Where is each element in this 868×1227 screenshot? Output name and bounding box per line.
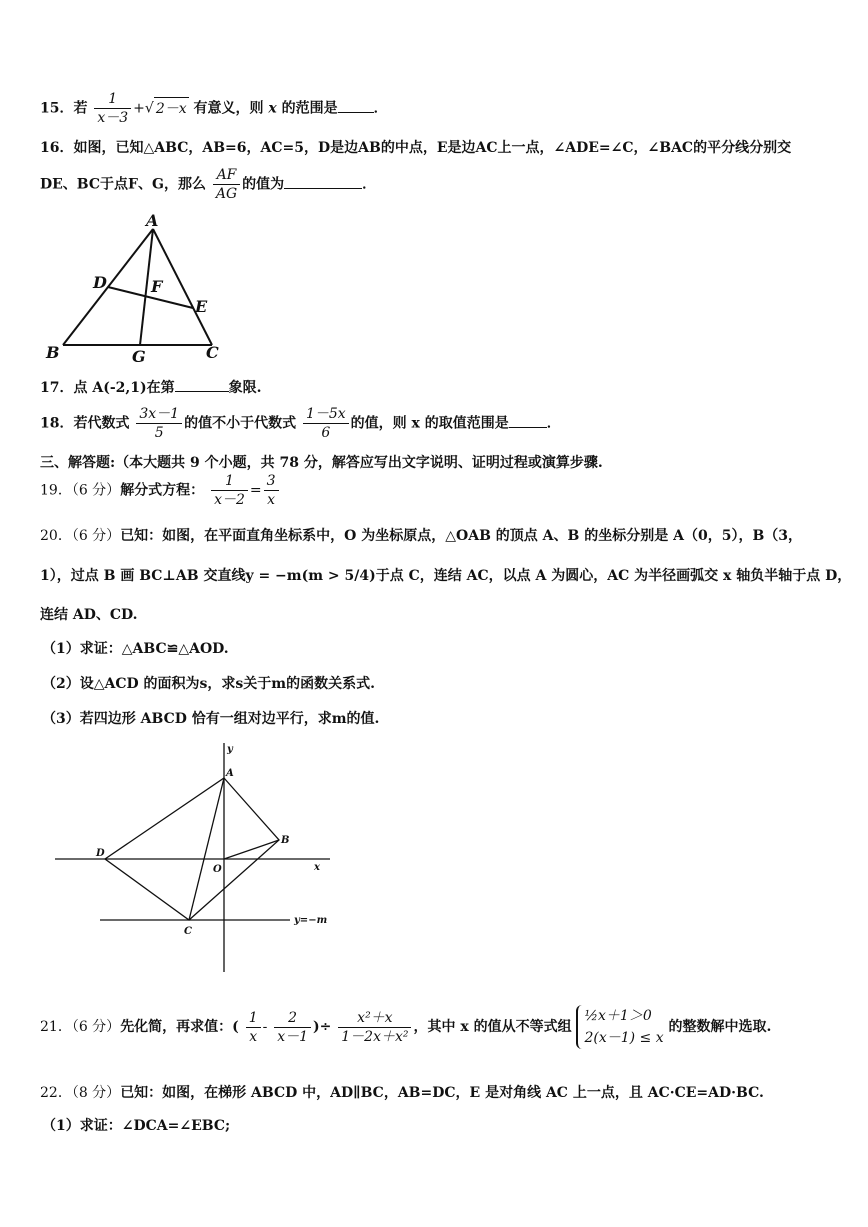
q17-number: 17． (40, 380, 74, 396)
label-O: O (213, 864, 222, 875)
question-19: 19．（6 分）解分式方程： $\frac{1}{x-2}$ = $\frac{3}{x}$ (40, 472, 281, 509)
label-x: x (314, 862, 320, 873)
question-16-line2: DE、BC于点F、G，那么 $\frac{AF}{AG}$ 的值为 ． (40, 167, 377, 202)
q16-number: 16． (40, 140, 74, 156)
q20-number: 20． (40, 528, 72, 544)
q18-fraction-1: $\frac{3x-1}{5}$ (136, 405, 182, 442)
q19-fraction-1: $\frac{1}{x-2}$ (211, 472, 248, 509)
question-15: 15．若 $\frac{1}{x-3}$ +√ 2－x 有意义，则 x 的范围是 ． (40, 91, 388, 126)
q22-number: 22． (40, 1085, 72, 1101)
label-B: B (281, 835, 290, 846)
question-16-line1: 16．如图，已知△ABC，AB=6，AC=5，D是边AB的中点，E是边AC上一点，∠ADE=∠C，∠BAC的平分线分别交 (40, 140, 792, 156)
q19-number: 19． (40, 482, 72, 499)
label-D: D (93, 273, 107, 292)
q21-fraction-3: $\frac{\text{x²＋x}}{\text{1－2x＋x²}}$ (338, 1009, 411, 1046)
q18-number: 18． (40, 415, 74, 432)
question-20-part2: （2）设△ACD 的面积为s，求s关于m的函数关系式. (42, 676, 375, 692)
q21-fraction-2: $\frac{2}{x-1}$ (274, 1009, 311, 1046)
label-y: y (227, 744, 233, 755)
question-20-line3: 连结 AD、CD. (40, 607, 138, 623)
q18-fraction-2: $\frac{1-5x}{6}$ (303, 405, 349, 442)
label-F: F (151, 277, 163, 296)
label-line-y-neg-m: y=−m (294, 915, 328, 926)
question-18: 18．若代数式 $\frac{3x-1}{5}$ 的值不小于代数式 $\frac{1-5x}{6}$ 的值，则 x 的取值范围是 ． (40, 406, 561, 441)
label-D: D (96, 848, 105, 859)
q19-fraction-2: $\frac{3}{x}$ (264, 472, 279, 509)
question-17: 17．点 A(-2,1)在第 象限. (40, 380, 262, 396)
answer-blank[interactable] (338, 100, 374, 113)
question-22-part1: （1）求证：∠DCA=∠EBC; (42, 1118, 231, 1134)
label-B: B (46, 343, 60, 362)
q21-inequality-system: ½x＋1＞0 2(x－1) ≤ x (576, 1005, 663, 1049)
q15-fraction: $\frac{1}{x-3}$ (94, 90, 131, 127)
answer-blank[interactable] (284, 176, 362, 189)
q21-number: 21． (40, 1019, 72, 1035)
label-A: A (146, 212, 159, 230)
label-A: A (226, 768, 234, 779)
triangle-figure (40, 212, 230, 367)
label-E: E (195, 297, 208, 316)
q15-number: 15． (40, 100, 74, 117)
question-20-part3: （3）若四边形 ABCD 恰有一组对边平行，求m的值. (42, 711, 380, 727)
section-3-heading: 三、解答题:（本大题共 9 个小题，共 78 分，解答应写出文字说明、证明过程或演算步骤. (40, 455, 603, 471)
coordinate-figure (50, 740, 350, 975)
q15-sqrt: 2－x (154, 97, 189, 118)
answer-blank[interactable] (509, 415, 547, 428)
label-C: C (206, 343, 219, 362)
q16-fraction: $\frac{AF}{AG}$ (213, 166, 240, 203)
question-22-line1: 22．（8 分）已知：如图，在梯形 ABCD 中，AD∥BC，AB=DC，E 是对角线 AC 上一点，且 AC·CE=AD·BC. (40, 1085, 764, 1101)
question-20-line2: 1），过点 B 画 BC⊥AB 交直线y = −m(m > 5/4)于点 C，连结 AC，以点 A 为圆心，AC 为半径画弧交 x 轴负半轴于点 D， (40, 568, 852, 584)
label-G: G (132, 347, 146, 366)
answer-blank[interactable] (175, 379, 229, 392)
question-20-line1: 20．（6 分）已知：如图，在平面直角坐标系中，O 为坐标原点，△OAB 的顶点 A、B 的坐标分别是 A（0，5），B（3， (40, 528, 803, 544)
q21-fraction-1: $\frac{1}{x}$ (246, 1009, 261, 1046)
label-C: C (184, 926, 192, 937)
question-21: 21．（6 分）先化简，再求值：( $\frac{1}{x}$ - $\frac{2}{x-1}$ )÷ $\frac{\text{x²＋x}}{\text{1－2x＋x²}}$ ，其中 x 的值从不等式组 ½x＋1＞0 2(x－1) ≤ x 的整数解中选取. (40, 1005, 771, 1049)
question-20-part1: （1）求证：△ABC≌△AOD. (42, 641, 229, 657)
